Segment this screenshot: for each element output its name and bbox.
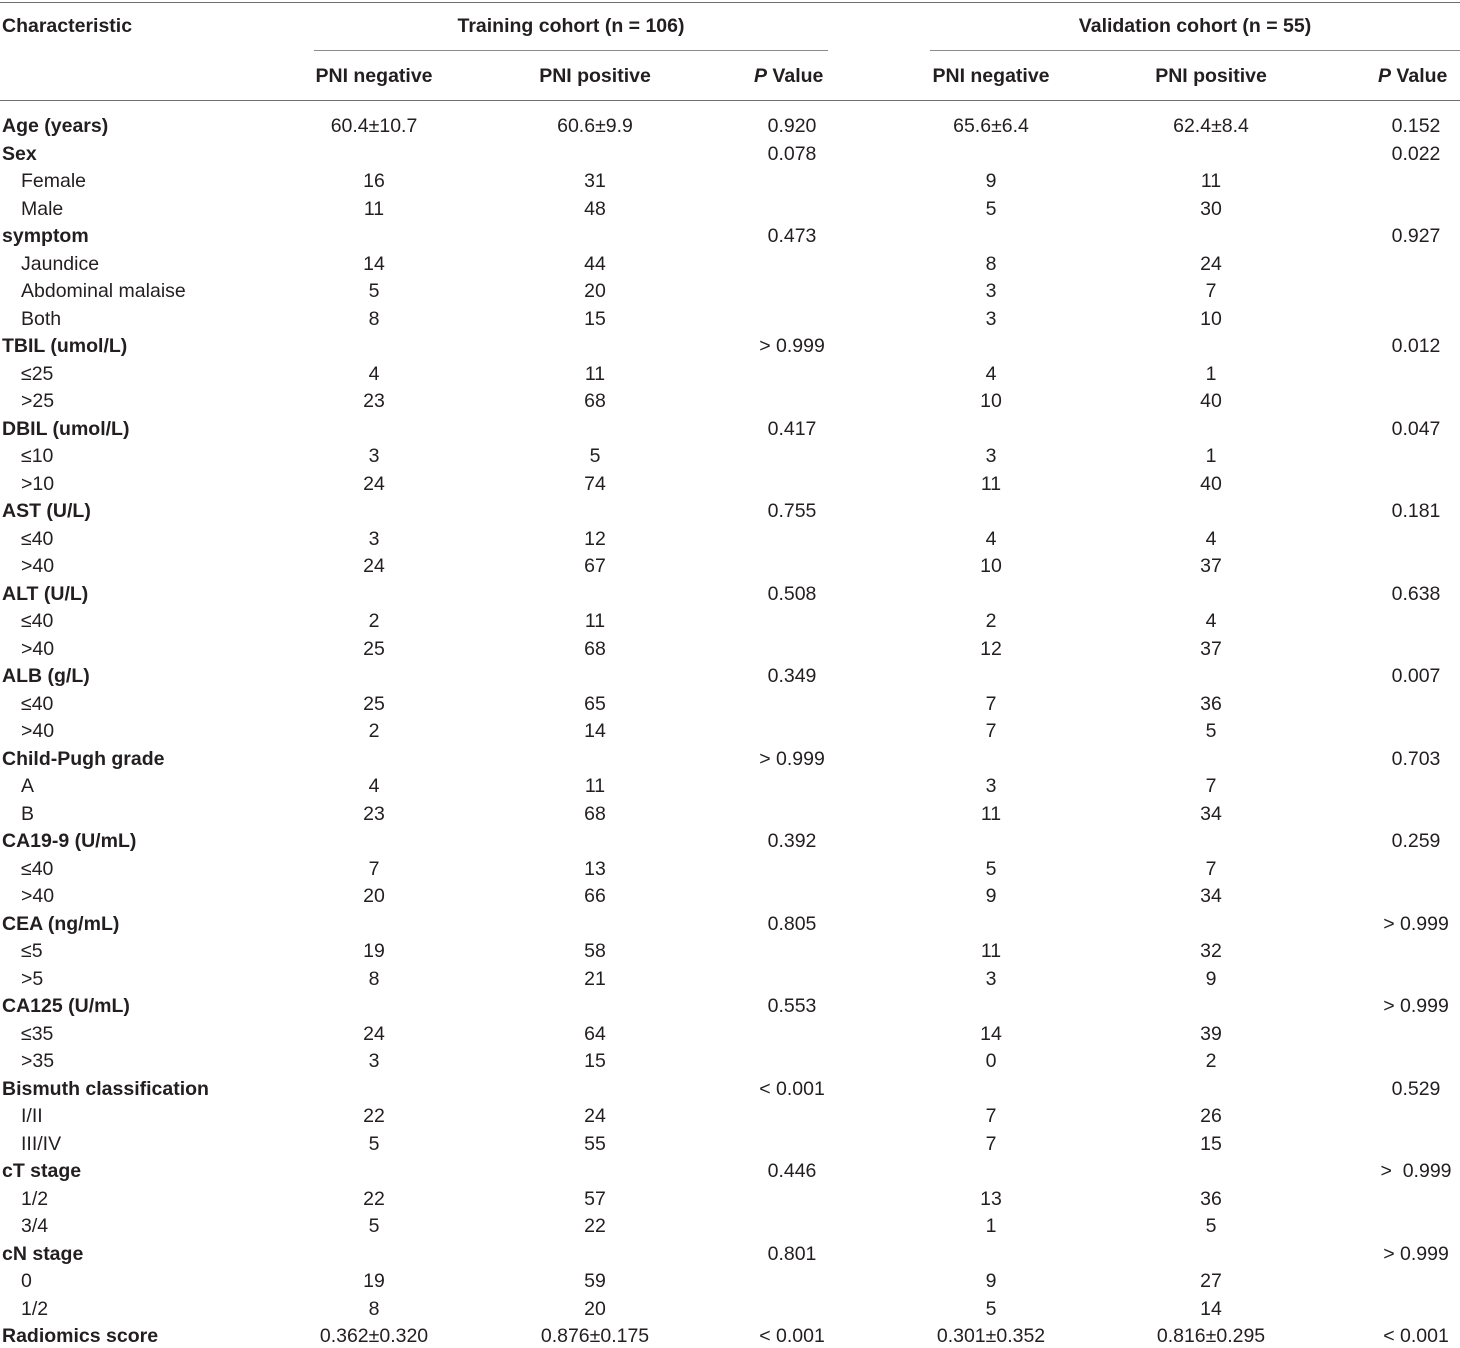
row-category-label: Radiomics score (2, 1325, 159, 1347)
cell-validation-pni-negative: 0 (985, 1050, 997, 1072)
cell-validation-pni-negative: 11 (980, 803, 1002, 825)
cell-validation-pni-negative: 3 (985, 445, 997, 467)
row-sub-label: >35 (21, 1050, 55, 1072)
row-sub-label: ≤40 (21, 693, 54, 715)
cell-validation-pni-positive: 11 (1200, 170, 1222, 192)
cell-validation-p-value: 0.529 (1391, 1078, 1441, 1100)
cell-training-pni-positive: 11 (584, 610, 606, 632)
row-sub-label: 3/4 (21, 1215, 49, 1237)
cell-validation-pni-positive: 4 (1205, 610, 1217, 632)
cell-validation-pni-negative: 9 (985, 1270, 997, 1292)
cell-validation-pni-positive: 62.4±8.4 (1173, 115, 1249, 137)
header-validation-p-value (1378, 64, 1447, 88)
cell-validation-pni-positive: 7 (1205, 280, 1217, 302)
cell-training-pni-negative: 24 (363, 473, 385, 495)
cell-training-p-value: 0.392 (767, 830, 817, 852)
cell-validation-pni-negative: 9 (985, 170, 997, 192)
cell-training-pni-negative: 5 (368, 1215, 380, 1237)
cell-validation-pni-positive: 32 (1200, 940, 1222, 962)
p-italic: P (1378, 65, 1392, 87)
cell-validation-pni-positive: 1 (1205, 363, 1217, 385)
cell-training-p-value: 0.805 (767, 913, 817, 935)
cell-validation-pni-negative: 3 (985, 280, 997, 302)
cell-validation-pni-negative: 5 (985, 198, 997, 220)
row-sub-label: ≤40 (21, 528, 54, 550)
cell-training-p-value: 0.755 (767, 500, 817, 522)
cell-validation-pni-positive: 2 (1205, 1050, 1217, 1072)
cell-validation-pni-positive: 10 (1200, 308, 1222, 330)
row-category-label: cN stage (2, 1243, 84, 1265)
row-category-label: Age (years) (2, 115, 109, 137)
cell-validation-pni-negative: 0.301±0.352 (936, 1325, 1046, 1347)
cell-training-pni-positive: 58 (584, 940, 606, 962)
header-bottom-rule (0, 100, 1460, 101)
cell-validation-pni-negative: 14 (980, 1023, 1002, 1045)
row-sub-label: ≤5 (21, 940, 43, 962)
cell-validation-p-value: > 0.999 (1383, 995, 1449, 1017)
row-sub-label: A (21, 775, 35, 797)
cell-validation-pni-positive: 14 (1200, 1298, 1222, 1320)
header-validation-pni-negative: PNI negative (932, 65, 1050, 87)
cell-validation-pni-positive: 34 (1200, 803, 1222, 825)
row-sub-label: Jaundice (21, 253, 100, 275)
cell-training-p-value: > 0.999 (759, 748, 825, 770)
cell-training-pni-positive: 74 (584, 473, 606, 495)
cell-training-p-value: 0.508 (767, 583, 817, 605)
cell-validation-pni-negative: 8 (985, 253, 997, 275)
cell-training-p-value: > 0.999 (759, 335, 825, 357)
cell-validation-pni-positive: 36 (1200, 1188, 1222, 1210)
cell-training-p-value: 0.446 (767, 1160, 817, 1182)
cell-training-pni-negative: 3 (368, 1050, 380, 1072)
cell-validation-pni-positive: 36 (1200, 693, 1222, 715)
header-validation-cohort: Validation cohort (n = 55) (1078, 15, 1312, 37)
cell-validation-p-value: > 0.999 (1383, 1243, 1449, 1265)
cell-validation-pni-negative: 7 (985, 720, 997, 742)
cell-validation-pni-negative: 3 (985, 968, 997, 990)
row-category-label: Child-Pugh grade (2, 748, 165, 770)
cell-validation-pni-positive: 15 (1200, 1133, 1222, 1155)
cell-validation-pni-positive: 24 (1200, 253, 1222, 275)
p-value-suffix: Value (767, 65, 824, 87)
cell-training-pni-negative: 5 (368, 280, 380, 302)
cell-validation-pni-negative: 11 (980, 940, 1002, 962)
cell-training-pni-positive: 59 (584, 1270, 606, 1292)
cell-validation-pni-positive: 5 (1205, 1215, 1217, 1237)
cell-training-pni-negative: 11 (363, 198, 385, 220)
row-sub-label: >40 (21, 720, 55, 742)
cell-validation-p-value: 0.047 (1391, 418, 1441, 440)
cell-validation-p-value: 0.259 (1391, 830, 1441, 852)
cell-validation-p-value: 0.152 (1391, 115, 1441, 137)
cell-training-pni-positive: 48 (584, 198, 606, 220)
cell-training-pni-positive: 24 (584, 1105, 606, 1127)
cell-training-pni-positive: 0.876±0.175 (540, 1325, 650, 1347)
header-training-pni-negative: PNI negative (315, 65, 433, 87)
header-training-cohort: Training cohort (n = 106) (457, 15, 685, 37)
cell-validation-pni-positive: 27 (1200, 1270, 1222, 1292)
cell-training-pni-negative: 25 (363, 693, 385, 715)
row-sub-label: >5 (21, 968, 44, 990)
cell-training-pni-positive: 60.6±9.9 (557, 115, 633, 137)
row-sub-label: Abdominal malaise (21, 280, 186, 302)
cell-training-pni-negative: 19 (363, 940, 385, 962)
cell-training-pni-negative: 24 (363, 1023, 385, 1045)
cell-validation-p-value: 0.007 (1391, 665, 1441, 687)
cell-training-p-value: < 0.001 (759, 1325, 825, 1347)
cell-training-pni-positive: 15 (584, 308, 606, 330)
cell-training-pni-positive: 31 (584, 170, 606, 192)
cell-validation-pni-positive: 1 (1205, 445, 1217, 467)
cell-validation-pni-negative: 7 (985, 693, 997, 715)
cell-training-p-value: < 0.001 (759, 1078, 825, 1100)
cell-training-pni-positive: 21 (584, 968, 606, 990)
cell-validation-pni-positive: 0.816±0.295 (1156, 1325, 1266, 1347)
row-category-label: ALB (g/L) (2, 665, 90, 687)
row-sub-label: 1/2 (21, 1188, 49, 1210)
row-category-label: CEA (ng/mL) (2, 913, 120, 935)
cell-training-pni-negative: 8 (368, 968, 380, 990)
cell-training-pni-negative: 22 (363, 1188, 385, 1210)
cell-validation-p-value: 0.022 (1391, 143, 1441, 165)
cell-training-p-value: 0.349 (767, 665, 817, 687)
cell-training-pni-positive: 68 (584, 803, 606, 825)
cell-validation-pni-negative: 65.6±6.4 (953, 115, 1029, 137)
cell-training-pni-negative: 3 (368, 528, 380, 550)
cell-validation-p-value: < 0.001 (1383, 1325, 1449, 1347)
cell-training-pni-positive: 67 (584, 555, 606, 577)
cell-validation-p-value: > 0.999 (1380, 1160, 1452, 1182)
p-italic: P (754, 65, 768, 87)
cell-training-pni-negative: 3 (368, 445, 380, 467)
cell-training-p-value: 0.801 (767, 1243, 817, 1265)
cell-validation-pni-negative: 12 (980, 638, 1002, 660)
cell-validation-pni-negative: 5 (985, 858, 997, 880)
cell-training-pni-positive: 20 (584, 1298, 606, 1320)
cell-training-pni-negative: 4 (368, 775, 380, 797)
cell-validation-pni-negative: 2 (985, 610, 997, 632)
cell-training-p-value: 0.417 (767, 418, 817, 440)
cell-training-pni-negative: 60.4±10.7 (330, 115, 418, 137)
row-sub-label: >40 (21, 885, 55, 907)
cell-training-p-value: 0.920 (767, 115, 817, 137)
row-category-label: DBIL (umol/L) (2, 418, 130, 440)
cell-training-pni-positive: 11 (584, 775, 606, 797)
cell-validation-pni-positive: 34 (1200, 885, 1222, 907)
row-sub-label: I/II (21, 1105, 43, 1127)
cell-validation-pni-positive: 40 (1200, 390, 1222, 412)
row-sub-label: ≤25 (21, 363, 54, 385)
cell-training-pni-negative: 20 (363, 885, 385, 907)
row-sub-label: Both (21, 308, 62, 330)
cell-training-pni-negative: 2 (368, 720, 380, 742)
cell-validation-pni-negative: 3 (985, 775, 997, 797)
cell-training-pni-negative: 8 (368, 308, 380, 330)
cell-training-pni-positive: 68 (584, 638, 606, 660)
cell-training-pni-negative: 23 (363, 803, 385, 825)
cell-validation-pni-negative: 5 (985, 1298, 997, 1320)
cell-training-pni-positive: 55 (584, 1133, 606, 1155)
row-sub-label: B (21, 803, 35, 825)
row-sub-label: ≤40 (21, 610, 54, 632)
cell-validation-pni-positive: 26 (1200, 1105, 1222, 1127)
cell-training-pni-positive: 22 (584, 1215, 606, 1237)
row-category-label: AST (U/L) (2, 500, 91, 522)
cell-training-pni-positive: 66 (584, 885, 606, 907)
cell-training-pni-positive: 68 (584, 390, 606, 412)
cell-training-pni-positive: 13 (584, 858, 606, 880)
cell-training-pni-positive: 12 (584, 528, 606, 550)
row-category-label: cT stage (2, 1160, 82, 1182)
cell-validation-pni-negative: 13 (980, 1188, 1002, 1210)
cell-training-pni-negative: 22 (363, 1105, 385, 1127)
cell-training-pni-negative: 19 (363, 1270, 385, 1292)
cell-validation-pni-negative: 4 (985, 528, 997, 550)
cell-training-pni-negative: 8 (368, 1298, 380, 1320)
cell-training-p-value: 0.553 (767, 995, 817, 1017)
row-sub-label: 0 (21, 1270, 32, 1292)
row-sub-label: >10 (21, 473, 55, 495)
row-sub-label: III/IV (21, 1133, 62, 1155)
cell-training-pni-negative: 5 (368, 1133, 380, 1155)
cell-validation-p-value: > 0.999 (1383, 913, 1449, 935)
cell-training-pni-positive: 15 (584, 1050, 606, 1072)
cell-training-pni-positive: 5 (589, 445, 601, 467)
cell-training-pni-negative: 4 (368, 363, 380, 385)
cell-validation-pni-negative: 4 (985, 363, 997, 385)
cell-training-pni-positive: 20 (584, 280, 606, 302)
cell-validation-pni-positive: 30 (1200, 198, 1222, 220)
cell-training-pni-positive: 57 (584, 1188, 606, 1210)
cell-validation-pni-negative: 1 (985, 1215, 997, 1237)
row-sub-label: ≤10 (21, 445, 54, 467)
top-rule (0, 2, 1460, 3)
row-category-label: TBIL (umol/L) (2, 335, 128, 357)
cell-training-pni-positive: 65 (584, 693, 606, 715)
row-category-label: symptom (2, 225, 89, 247)
row-sub-label: >25 (21, 390, 55, 412)
cell-validation-pni-positive: 5 (1205, 720, 1217, 742)
cell-validation-pni-positive: 7 (1205, 858, 1217, 880)
cell-training-p-value: 0.078 (767, 143, 817, 165)
cell-validation-pni-negative: 11 (980, 473, 1002, 495)
cell-validation-pni-negative: 7 (985, 1133, 997, 1155)
cell-training-pni-negative: 0.362±0.320 (319, 1325, 429, 1347)
header-characteristic: Characteristic (2, 15, 133, 37)
row-category-label: Sex (2, 143, 37, 165)
cell-validation-pni-negative: 9 (985, 885, 997, 907)
row-category-label: CA125 (U/mL) (2, 995, 130, 1017)
row-sub-label: Female (21, 170, 87, 192)
row-sub-label: Male (21, 198, 64, 220)
header-training-p-value (754, 64, 823, 88)
cell-validation-pni-positive: 4 (1205, 528, 1217, 550)
cell-validation-pni-negative: 3 (985, 308, 997, 330)
cell-validation-pni-negative: 10 (980, 555, 1002, 577)
cell-validation-p-value: 0.703 (1391, 748, 1441, 770)
cell-training-pni-negative: 16 (363, 170, 385, 192)
validation-cohort-rule (930, 50, 1460, 51)
header-training-pni-positive: PNI positive (539, 65, 651, 87)
cell-training-pni-negative: 25 (363, 638, 385, 660)
cell-validation-pni-positive: 37 (1200, 555, 1222, 577)
header-validation-pni-positive: PNI positive (1155, 65, 1267, 87)
cell-training-pni-positive: 44 (584, 253, 606, 275)
cell-validation-p-value: 0.638 (1391, 583, 1441, 605)
cell-validation-p-value: 0.012 (1391, 335, 1441, 357)
cell-validation-pni-positive: 40 (1200, 473, 1222, 495)
row-sub-label: >40 (21, 638, 55, 660)
p-value-suffix: Value (1391, 65, 1448, 87)
row-sub-label: ≤35 (21, 1023, 54, 1045)
cell-training-pni-negative: 24 (363, 555, 385, 577)
row-sub-label: ≤40 (21, 858, 54, 880)
cell-training-pni-positive: 14 (584, 720, 606, 742)
cell-training-pni-negative: 14 (363, 253, 385, 275)
row-sub-label: 1/2 (21, 1298, 49, 1320)
cell-validation-pni-positive: 7 (1205, 775, 1217, 797)
cell-validation-pni-negative: 10 (980, 390, 1002, 412)
cell-training-pni-negative: 2 (368, 610, 380, 632)
cell-validation-pni-positive: 9 (1205, 968, 1217, 990)
cell-validation-pni-negative: 7 (985, 1105, 997, 1127)
cell-training-pni-negative: 23 (363, 390, 385, 412)
cell-training-pni-positive: 64 (584, 1023, 606, 1045)
row-sub-label: >40 (21, 555, 55, 577)
cell-training-pni-negative: 7 (368, 858, 380, 880)
training-cohort-rule (314, 50, 828, 51)
row-category-label: Bismuth classification (2, 1078, 209, 1100)
cell-validation-pni-positive: 39 (1200, 1023, 1222, 1045)
row-category-label: CA19-9 (U/mL) (2, 830, 137, 852)
cell-validation-p-value: 0.181 (1391, 500, 1441, 522)
cell-training-p-value: 0.473 (767, 225, 817, 247)
cell-validation-p-value: 0.927 (1391, 225, 1441, 247)
cell-validation-pni-positive: 37 (1200, 638, 1222, 660)
row-category-label: ALT (U/L) (2, 583, 89, 605)
cell-training-pni-positive: 11 (584, 363, 606, 385)
